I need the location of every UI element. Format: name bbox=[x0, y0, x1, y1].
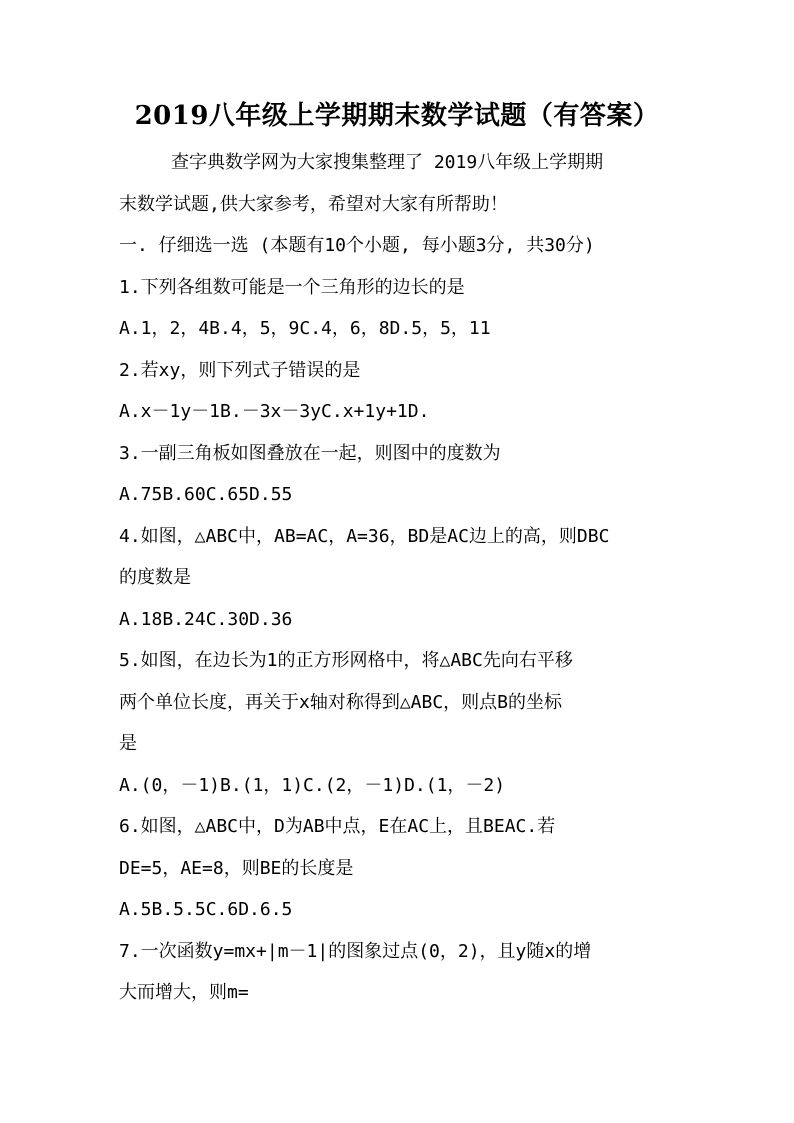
question-1: 1.下列各组数可能是一个三角形的边长的是 bbox=[119, 276, 465, 298]
question-2-options: A.x－1y－1B.－3x－3yC.x+1y+1D. bbox=[119, 401, 430, 422]
question-7-line-2: 大而增大，则m= bbox=[119, 982, 249, 1003]
section-heading: 一. 仔细选一选 (本题有10个小题, 每小题3分, 共30分) bbox=[119, 235, 595, 256]
document-body bbox=[119, 142, 685, 1014]
question-6-line-2: DE=5，AE=8，则BE的长度是 bbox=[119, 857, 354, 879]
question-3-options: A.75B.60C.65D.55 bbox=[119, 484, 293, 505]
question-6-line-1: 6.如图，△ABC中，D为AB中点，E在AC上，且BEAC.若 bbox=[119, 816, 556, 837]
intro-line-1: 查字典数学网为大家搜集整理了 2019八年级上学期期 bbox=[171, 152, 604, 173]
question-5-line-1: 5.如图，在边长为1的正方形网格中，将△ABC先向右平移 bbox=[119, 650, 573, 671]
question-5-options: A.(0，－1)B.(1，1)C.(2，－1)D.(1，－2) bbox=[119, 774, 506, 796]
question-6-options: A.5B.5.5C.6D.6.5 bbox=[119, 899, 293, 920]
question-7-line-1: 7.一次函数y=mx+|m－1|的图象过点(0，2)，且y随x的增 bbox=[119, 940, 592, 962]
question-3: 3.一副三角板如图叠放在一起，则图中的度数为 bbox=[119, 442, 501, 464]
document-title: 2019八年级上学期期末数学试题（有答案） bbox=[134, 101, 660, 131]
question-4-line-2: 的度数是 bbox=[119, 567, 191, 588]
question-5-line-3: 是 bbox=[119, 733, 137, 754]
question-2: 2.若xy，则下列式子错误的是 bbox=[119, 359, 361, 381]
intro-line-2: 末数学试题,供大家参考，希望对大家有所帮助！ bbox=[119, 193, 508, 215]
question-1-options: A.1，2，4B.4，5，9C.4，6，8D.5，5，11 bbox=[119, 318, 491, 339]
question-5-line-2: 两个单位长度，再关于x轴对称得到△ABC，则点B的坐标 bbox=[119, 691, 563, 713]
question-4-line-1: 4.如图，△ABC中，AB=AC，A=36，BD是AC边上的高，则DBC bbox=[119, 525, 610, 547]
question-4-options: A.18B.24C.30D.36 bbox=[119, 608, 293, 630]
